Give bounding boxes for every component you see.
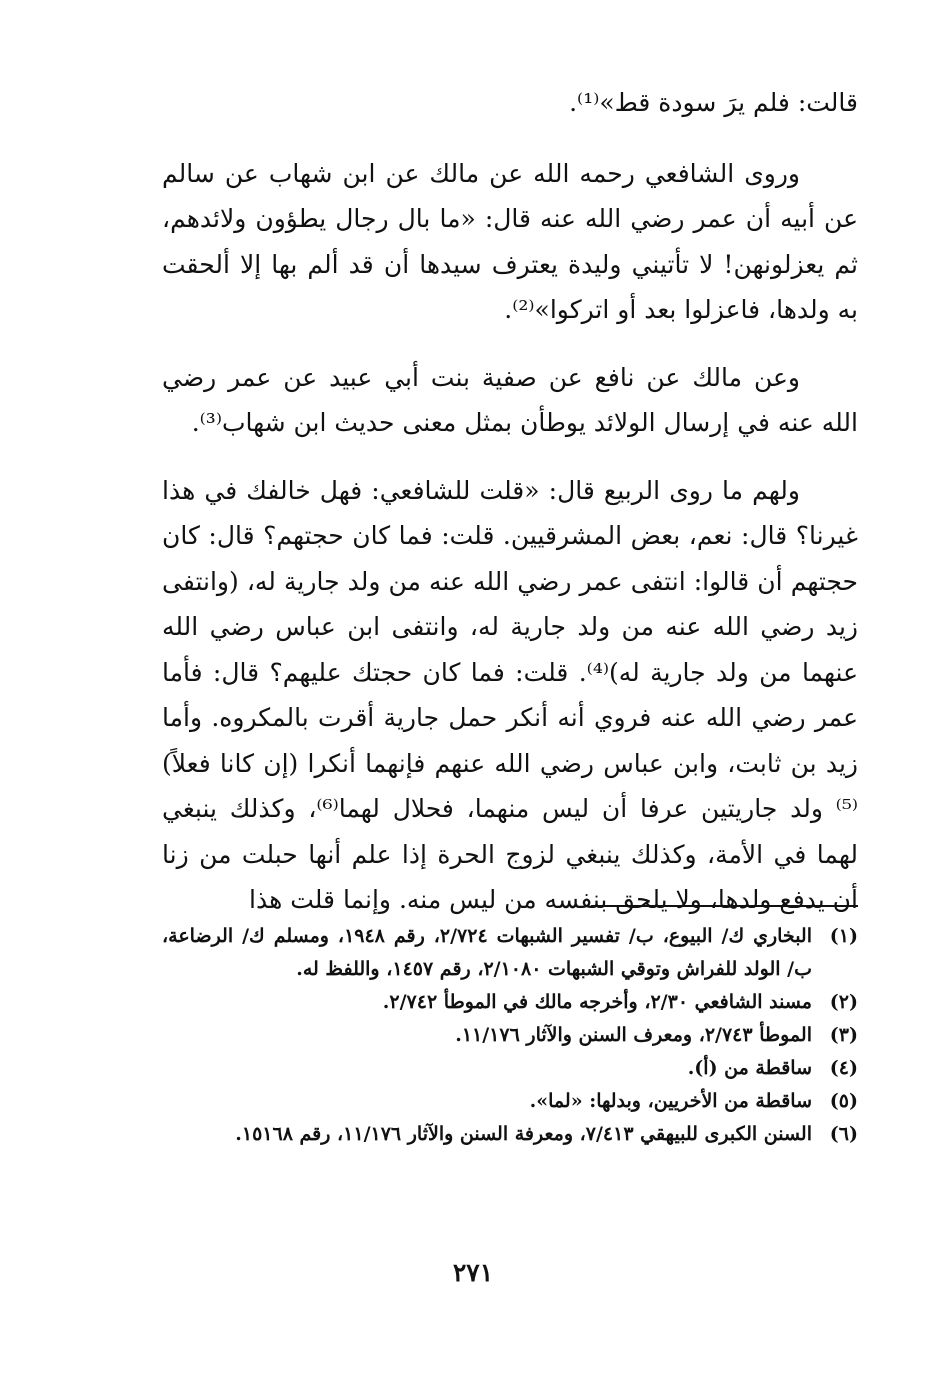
footnote-text: مسند الشافعي ٢/٣٠، وأخرجه مالك في الموطأ ٢/٧٤٢.: [382, 991, 812, 1013]
footnote-number: (٥): [829, 1090, 858, 1112]
main-text: [162, 80, 858, 923]
paragraph: ولهم ما روى الربيع قال: «قلت للشافعي: فهل خالفك في هذا غيرنا؟ قال: نعم، بعض المشرقيين. قلت: فما كان حجتهم؟ قال: كان حجتهم أن قالوا: انتفى عمر رضي الله عنه من ولد جارية له، (وانتفى زيد رضي الله عنه من ولد جارية له، وانتفى ابن عباس رضي الله عنهما من ولد جارية له)⁽⁴⁾. قلت: فما كان حجتك عليهم؟ قال: فأما عمر رضي الله عنه فروي أنه أنكر حمل جارية أقرت بالمكروه. وأما زيد بن ثابت، وابن عباس رضي الله عنهم فإنهما أنكرا (إن كانا فعلاً)⁽⁵⁾ ولد جاريتين عرفا أن ليس منهما، فحلال لهما⁽⁶⁾، وكذلك ينبغي لهما في الأمة، وكذلك ينبغي لزوج الحرة إذا علم أنها حبلت من زنا أن يدفع ولدها، ولا يلحق بنفسه من ليس منه. وإنما قلت هذا: [162, 475, 858, 914]
page-number: ٢٧١: [452, 1258, 494, 1287]
footnote-text: البخاري ك/ البيوع، ب/ تفسير الشبهات ٢/٧٢٤، رقم ١٩٤٨، ومسلم ك/ الرضاعة، ب/ الولد للفراش وتوقي الشبهات ٢/١٠٨٠، رقم ١٤٥٧، واللفظ له.: [162, 925, 812, 980]
footnote-number: (٣): [829, 1024, 858, 1046]
footnote-number: (١): [829, 925, 858, 947]
footnote: [162, 1118, 858, 1151]
footnote-separator: [591, 905, 858, 907]
footnote-number: (٤): [829, 1057, 858, 1079]
footnote: [162, 1085, 858, 1118]
footnote-text: السنن الكبرى للبيهقي ٧/٤١٣، ومعرفة السنن والآثار ١١/١٧٦، رقم ١٥١٦٨.: [235, 1123, 812, 1145]
paragraph: وعن مالك عن نافع عن صفية بنت أبي عبيد عن عمر رضي الله عنه في إرسال الولائد يوطأن بمثل معنى حديث ابن شهاب⁽³⁾.: [162, 362, 858, 437]
footnote: [162, 986, 858, 1019]
footnotes-list: [162, 920, 858, 1151]
paragraph: قالت: فلم يرَ سودة قط»⁽¹⁾.: [569, 88, 858, 117]
footnote: [162, 920, 858, 986]
footnote-text: ساقطة من الأخريين، وبدلها: «لما».: [529, 1090, 812, 1112]
footnote-text: الموطأ ٢/٧٤٣، ومعرف السنن والآثار ١١/١٧٦.: [455, 1024, 812, 1046]
footnote: [162, 1052, 858, 1085]
footnote-text: ساقطة من (أ).: [687, 1057, 812, 1079]
footnote: [162, 1019, 858, 1052]
paragraph: وروى الشافعي رحمه الله عن مالك عن ابن شهاب عن سالم عن أبيه أن عمر رضي الله عنه قال: «ما بال رجال يطؤون ولائدهم، ثم يعزلونهن! لا تأتيني وليدة يعترف سيدها أن قد ألم بها إلا ألحقت به ولدها، فاعزلوا بعد أو اتركوا»⁽²⁾.: [162, 158, 858, 324]
footnote-number: (٢): [829, 991, 858, 1013]
footnote-number: (٦): [829, 1123, 858, 1145]
